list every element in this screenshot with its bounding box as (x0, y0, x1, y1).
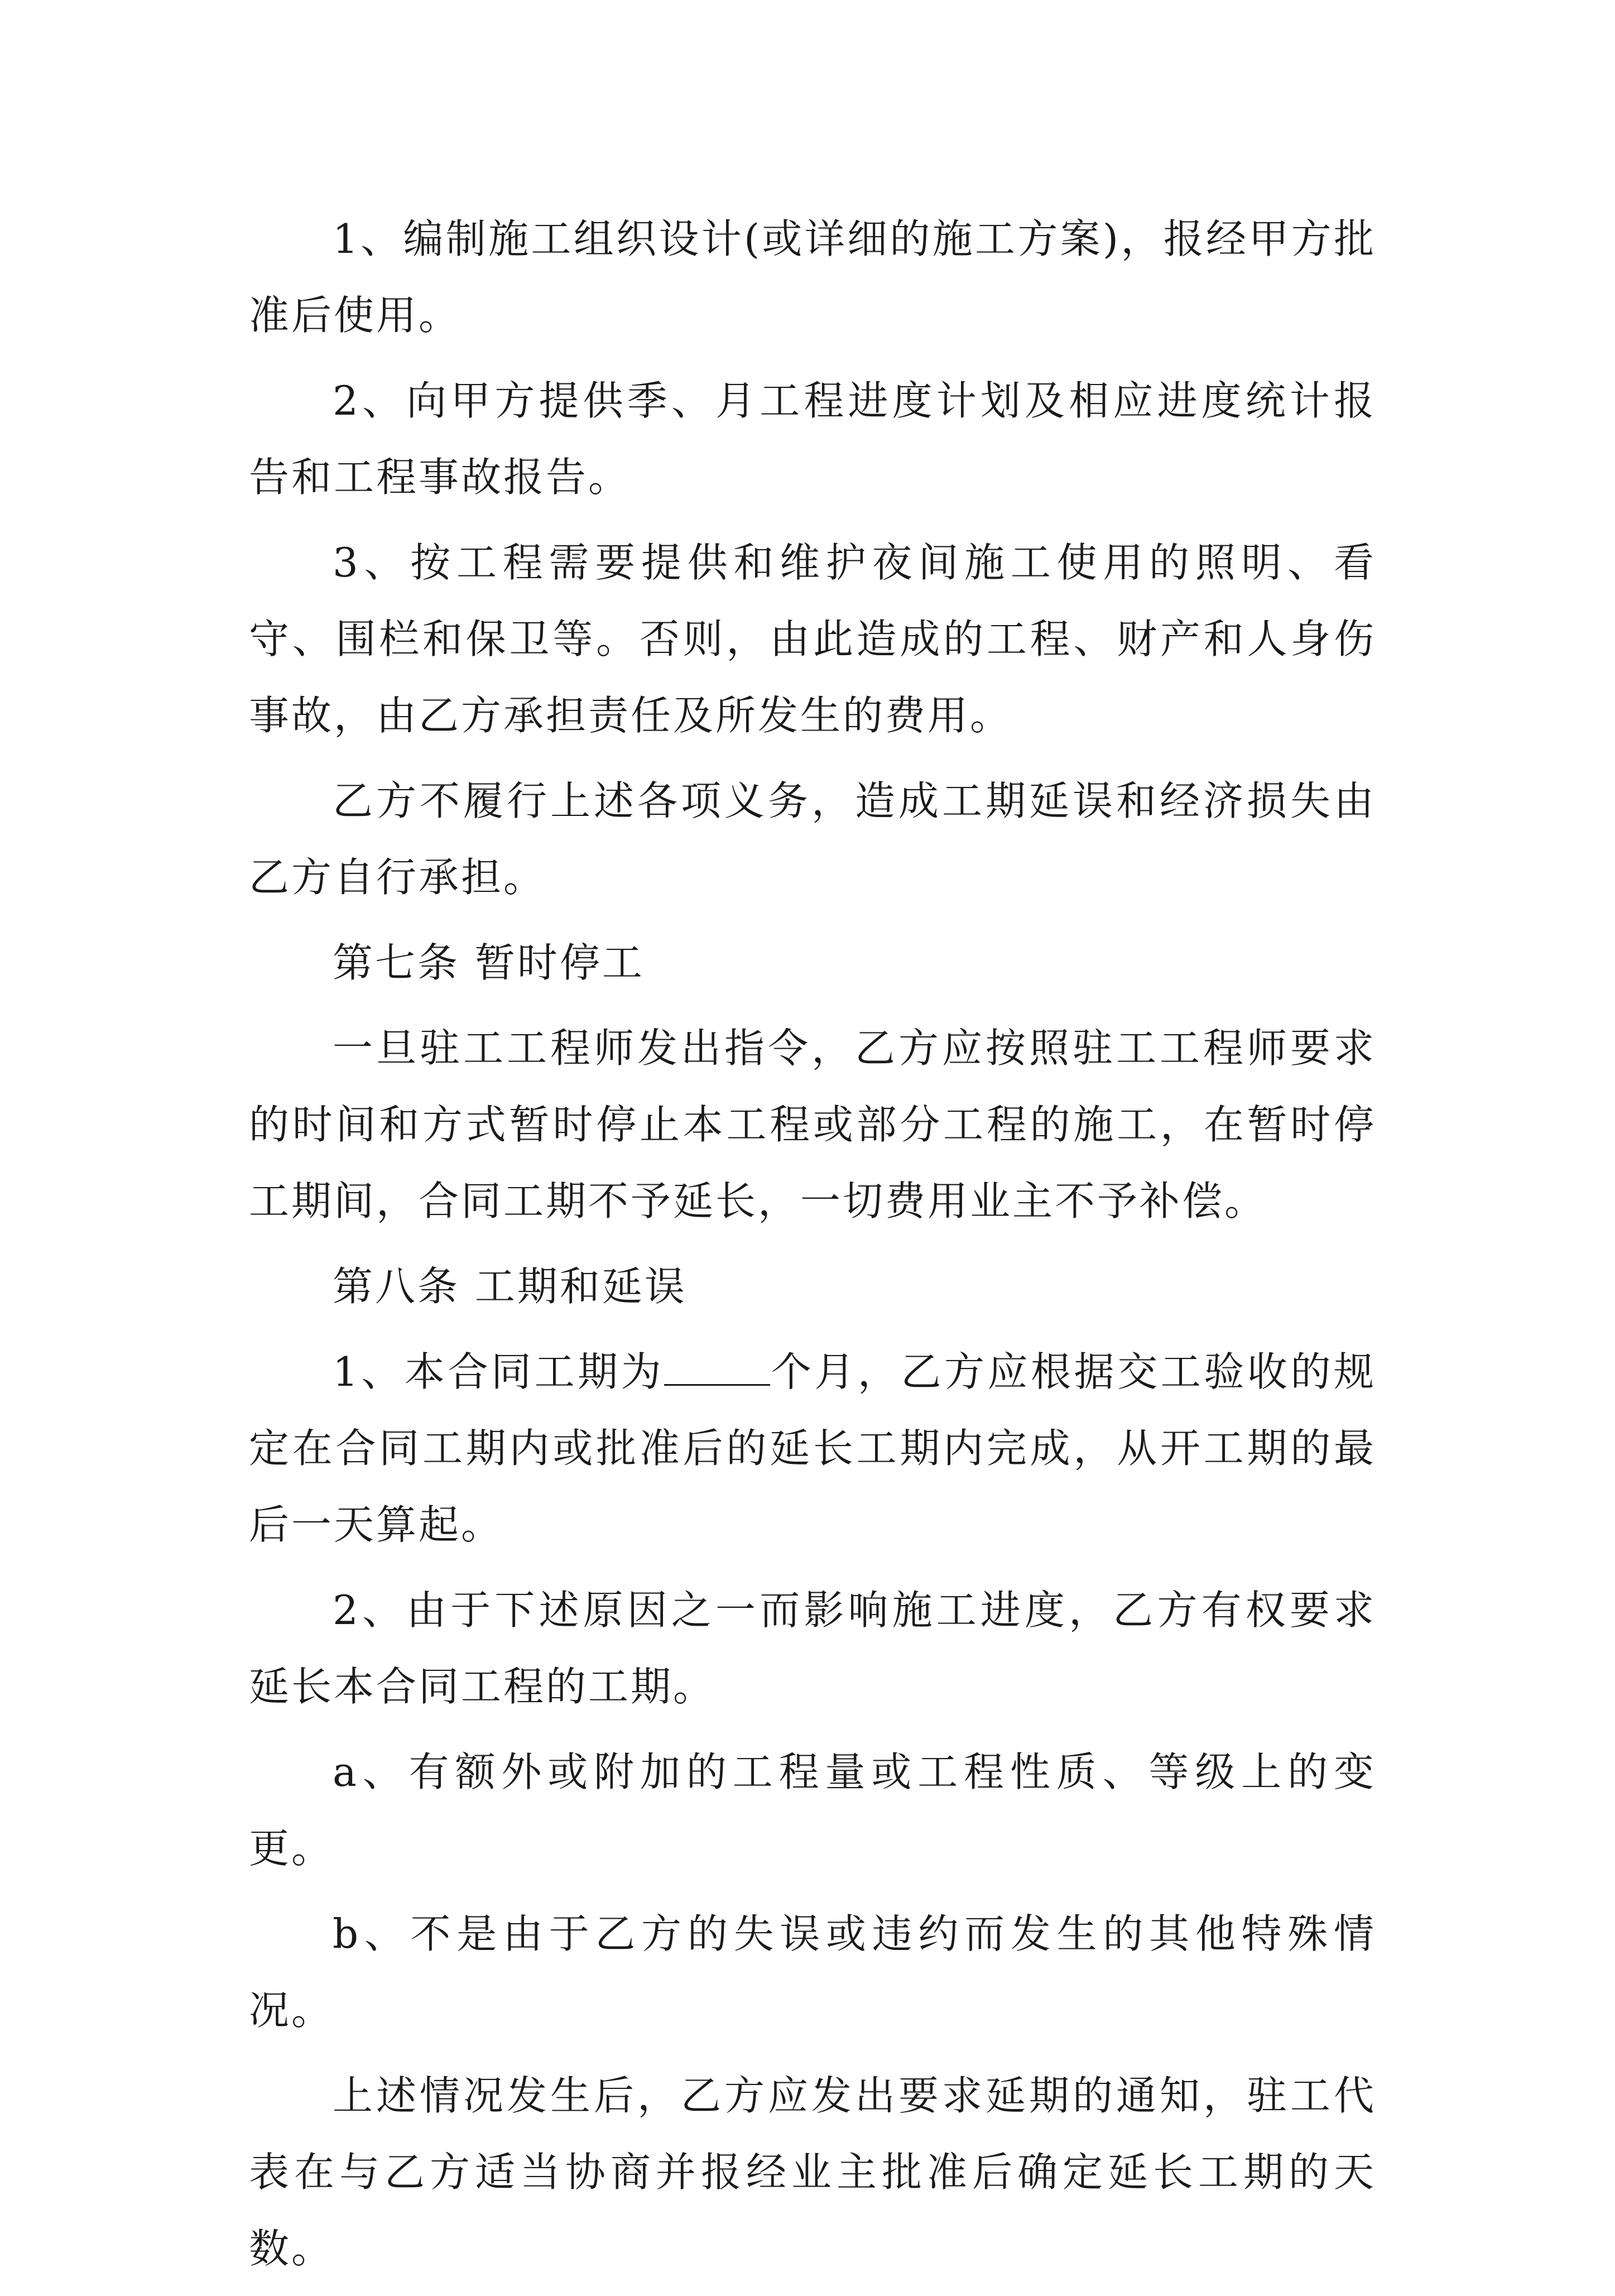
paragraph-item-1: 1、编制施工组织设计(或详细的施工方案)，报经甲方批准后使用。 (249, 215, 1376, 339)
paragraph-term-clause (249, 1334, 1376, 1563)
paragraph-item-2: 2、向甲方提供季、月工程进度计划及相应进度统计报告和工程事故报告。 (249, 377, 1376, 501)
paragraph-extension-procedure: 上述情况发生后，乙方应发出要求延期的通知，驻工代表在与乙方适当协商并报经业主批准后确定延长工期的天数。 (249, 2072, 1376, 2272)
article-7-heading: 第七条 暂时停工 (333, 939, 645, 986)
paragraph-reason-b: b、不是由于乙方的失误或违约而发生的其他特殊情况。 (249, 1910, 1376, 2034)
term-clause-continuation: 定在合同工期内或批准后的延长工期内完成，从开工期的最后一天算起。 (249, 1425, 1376, 1548)
paragraph-reason-a: a、有额外或附加的工程量或工程性质、等级上的变更。 (249, 1749, 1376, 1872)
paragraph-extension-reasons: 2、由于下述原因之一而影响施工进度，乙方有权要求延长本合同工程的工期。 (249, 1587, 1376, 1710)
paragraph-item-3: 3、按工程需要提供和维护夜间施工使用的照明、看守、围栏和保卫等。否则，由此造成的工程、财产和人身伤事故，由乙方承担责任及所发生的费用。 (249, 539, 1376, 739)
paragraph-obligation-summary: 乙方不履行上述各项义务，造成工期延误和经济损失由乙方自行承担。 (249, 777, 1376, 901)
term-clause-prefix: 1、本合同工期为 (333, 1348, 665, 1395)
term-months-blank (664, 1352, 770, 1386)
paragraph-suspension: 一旦驻工工程师发出指令，乙方应按照驻工工程师要求的时间和方式暂时停止本工程或部分工程的施工，在暂时停工期间，合同工期不予延长，一切费用业主不予补偿。 (249, 1025, 1376, 1224)
term-clause-suffix: 个月，乙方应根据交工验收的规 (770, 1348, 1376, 1395)
article-8-heading: 第八条 工期和延误 (333, 1263, 687, 1310)
document-body (249, 201, 1376, 2296)
